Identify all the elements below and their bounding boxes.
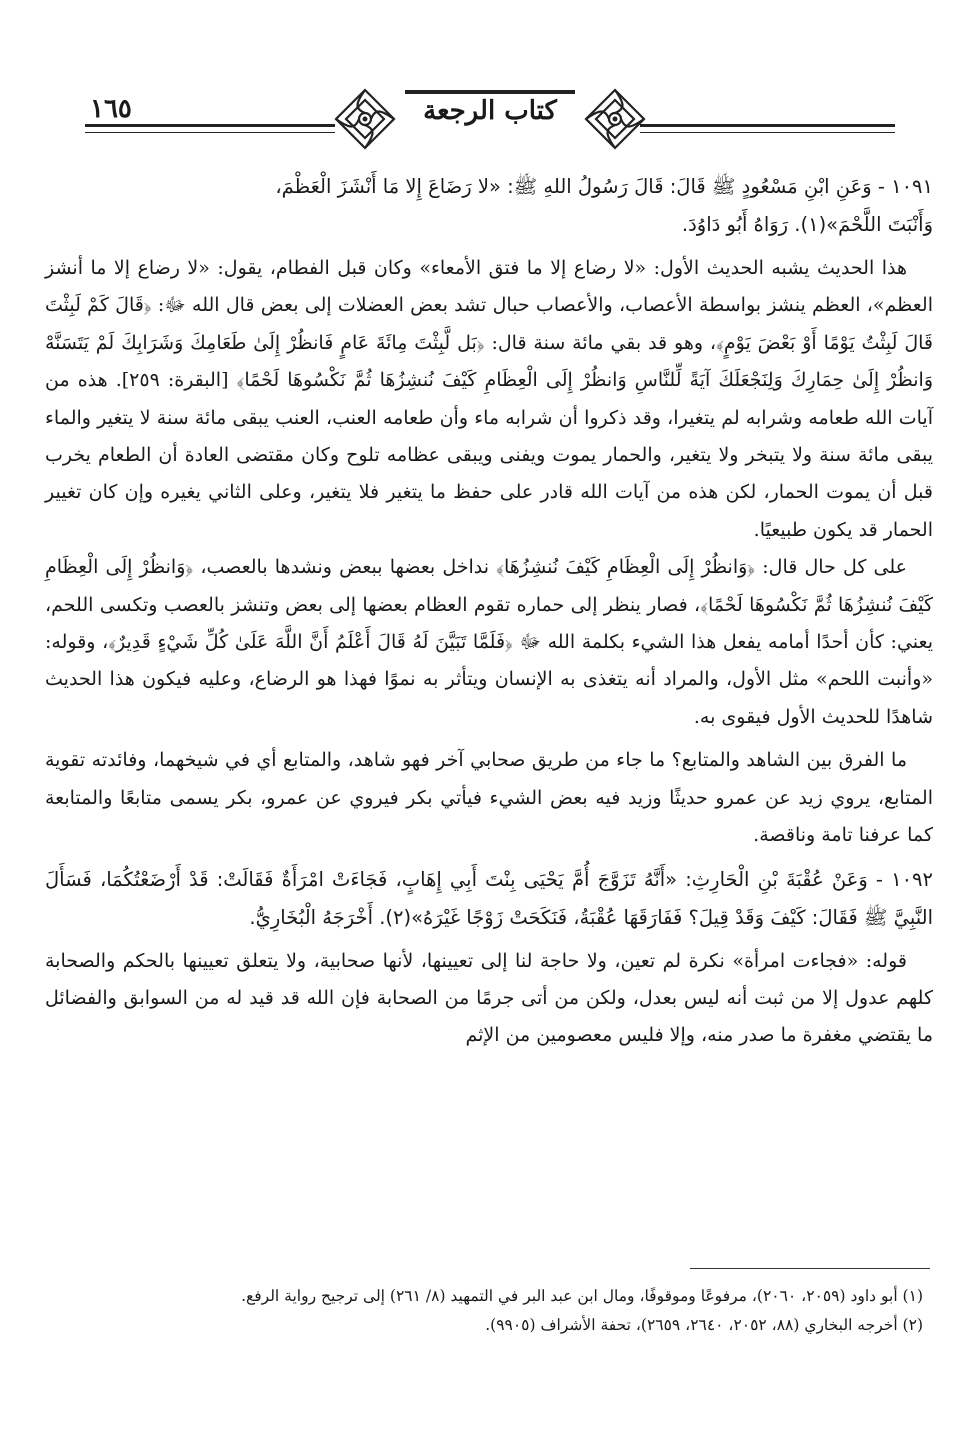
hadith-text: وَأَنْبَتَ اللَّحْمَ»(١). رَوَاهُ أَبُو دَاوُدَ. [681,213,933,236]
commentary-paragraph: على كل حال قال: ﴿وَانظُرْ إِلَى الْعِظَامِ كَيْفَ نُنشِزُهَا﴾ نداخل بعضها ببعض ونشدها بالعصب، ﴿وَانظُرْ إِلَى الْعِظَامِ كَيْفَ نُنشِزُهَا ثُمَّ نَكْسُوهَا لَحْمًا﴾، فصار ينظر إلى حماره تقوم العظام بعضها إلى بعض وتنشز بالعصب وتكسى اللحم، يعني: كأن أحدًا أمامه يفعل هذا الشيء بكلمة الله ﷻ ﴿فَلَمَّا تَبَيَّنَ لَهُ قَالَ أَعْلَمُ أَنَّ اللَّهَ عَلَىٰ كُلِّ شَيْءٍ قَدِيرٌ﴾، وقوله: «وأنبت اللحم» مثل الأول، والمراد أنه يتغذى به الإنسان ويتأثر به نموًا فهذا هو الرضاع، وعليه فيكون هذا الحديث شاهدًا للحديث الأول فيقوى به. [45,556,933,728]
footnote: (٢) أخرجه البخاري (٨٨، ٢٠٥٢، ٢٦٤٠، ٢٦٥٩)، تحفة الأشراف (٩٩٠٥). [485,1316,923,1334]
hadith-text: ١٠٩١ - وَعَنِ ابْنِ مَسْعُودٍ ﷺ قَالَ: قَالَ رَسُولُ اللهِ ﷺ: «لا رَضَاعَ إِلا مَا أَنْشَزَ الْعَظْمَ، [275,175,933,198]
header-rule [85,132,335,133]
page-number: ١٦٥ [90,94,132,124]
commentary-paragraph: قوله: «فجاءت امرأة» نكرة لم تعين، ولا حاجة لنا إلى تعيينها، لأنها صحابية، ولا يتعلق تعيينها بالحكم والصحابة كلهم عدول إلا من ثبت أنه ليس بعدل، ولكن من أتى جرمًا من الصحابة فإن الله قد قيد له من السوابق والفضائل ما يقتضي مغفرة ما صدر منه، وإلا فليس معصومين من الإثم [45,949,933,1047]
header-rule [85,124,335,127]
page-body [45,168,933,1055]
header-rule [405,90,575,94]
ornament-icon [580,84,650,154]
page-header [60,80,920,170]
chapter-title: كتاب الرجعة [423,96,557,126]
header-rule [640,124,895,127]
commentary-paragraph: ما الفرق بين الشاهد والمتابع؟ ما جاء من طريق صحابي آخر فهو شاهد، والمتابع أي في شيخهما، وفائدته تقوية المتابع، يروي زيد عن عمرو حديثًا وزيد فيه بعض الشيء فيأتي بكر فيروي عن عمرو، بكر يسمى متابعًا والمتابعة كما عرفنا تامة وناقصة. [45,749,933,847]
commentary-paragraph: هذا الحديث يشبه الحديث الأول: «لا رضاع إلا ما فتق الأمعاء» وكان قبل الفطام، يقول: «لا رضاع إلا ما أنشز العظم»، العظم ينشز بواسطة الأعصاب، والأعصاب حبال تشد بعض العضلات إلى بعض قال الله ﷻ: ﴿قَالَ كَمْ لَبِثْتَ قَالَ لَبِثْتُ يَوْمًا أَوْ بَعْضَ يَوْمٍ﴾، وهو قد بقي مائة سنة قال: ﴿بَل لَّبِثْتَ مِائَةَ عَامٍ فَانظُرْ إِلَىٰ طَعَامِكَ وَشَرَابِكَ لَمْ يَتَسَنَّهْ وَانظُرْ إِلَىٰ حِمَارِكَ وَلِنَجْعَلَكَ آيَةً لِّلنَّاسِ وَانظُرْ إِلَى الْعِظَامِ كَيْفَ نُنشِزُهَا ثُمَّ نَكْسُوهَا لَحْمًا﴾ [البقرة: ٢٥٩]. هذه من آيات الله طعامه وشرابه لم يتغيرا، وقد ذكروا أن شرابه ماء وأن طعامه العنب، العنب يبقى مائة سنة لا يتغير والماء يبقى مائة سنة ولا يتبخر ولا يتغير، والحمار يموت ويفنى ويبقى عظامه تلوح وكان مقتضى العادة أن الطعام يخرب قبل أن يموت الحمار، لكن هذه من آيات الله قادر على حفظ ما يتغير فلا يتغير، وعلى الثاني يغيره وإن كان تغيير الحمار قد يكون طبيعيًا. [45,257,933,541]
header-rule [640,132,895,133]
footnotes [45,1282,933,1340]
footnote: (١) أبو داود (٢٠٥٩، ٢٠٦٠)، مرفوعًا وموقوفًا، ومال ابن عبد البر في التمهيد (٨/ ٢٦١) إلى ترجيح رواية الرفع. [241,1287,923,1305]
ornament-icon [330,84,400,154]
footnote-divider [690,1268,930,1269]
hadith-text: ١٠٩٢ - وَعَنْ عُقْبَةَ بْنِ الْحَارِثِ: «أَنَّهُ تَزَوَّجَ أُمَّ يَحْيَى بِنْتَ أَبِي إِهَابٍ، فَجَاءَتْ امْرَأَةٌ فَقَالَتْ: قَدْ أَرْضَعْتُكُمَا، فَسَأَلَ النَّبِيَّ ﷺ فَقَالَ: كَيْفَ وَقَدْ قِيلَ؟ فَفَارَقَهَا عُقْبَةُ، فَنَكَحَتْ زَوْجًا غَيْرَهُ»(٢). أَخْرَجَهُ الْبُخَارِيُّ. [45,867,933,929]
